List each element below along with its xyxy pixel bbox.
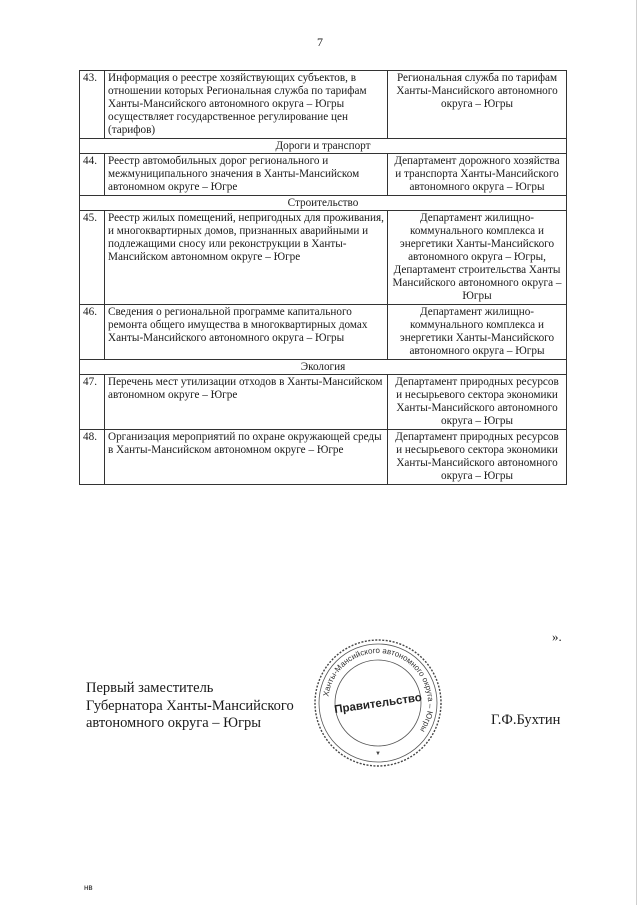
row-number: 43. [80,71,105,139]
registry-table [79,70,567,485]
row-number: 46. [80,305,105,360]
section-header-row [80,360,567,375]
signer-name: Г.Ф.Бухтин [491,712,561,728]
seal-bottom-mark: ▼ [375,751,381,757]
row-resource-name: Перечень мест утилизации отходов в Ханты-Мансийском автономном округе – Югре [105,375,388,430]
section-header-row [80,139,567,154]
row-resource-name: Реестр жилых помещений, непригодных для проживания, и многоквартирных домов, признанных аварийными и подлежащими сносу или реконструкции в Ханты-Мансийском автономном округе – Югре [105,211,388,305]
registry-table-body [80,71,567,485]
registry-row [80,430,567,485]
section-header-row [80,196,567,211]
row-number: 47. [80,375,105,430]
row-resource-name: Сведения о региональной программе капитального ремонта общего имущества в многоквартирных домах Ханты-Мансийского автономного округа – Югры [105,305,388,360]
row-responsible-body: Департамент жилищно-коммунального комплекса и энергетики Ханты-Мансийского автономного округа – Югры, Департамент строительства Ханты Мансийского автономного округа – Югры [388,211,567,305]
registry-row [80,71,567,139]
registry-row [80,375,567,430]
registry-row [80,154,567,196]
section-header-label: Строительство [80,196,567,211]
footer-mark: нв [84,883,93,892]
section-header-label: Экология [80,360,567,375]
row-responsible-body: Департамент природных ресурсов и несырьевого сектора экономики Ханты-Мансийского автономного округа – Югры [388,430,567,485]
official-seal [313,638,443,768]
row-responsible-body: Департамент дорожного хозяйства и транспорта Ханты-Мансийского автономного округа – Югры [388,154,567,196]
closing-quote: ». [552,629,562,644]
row-number: 45. [80,211,105,305]
row-number: 44. [80,154,105,196]
registry-row [80,305,567,360]
row-resource-name: Реестр автомобильных дорог регионального и межмуниципального значения в Ханты-Мансийском автономном округе – Югре [105,154,388,196]
row-resource-name: Информация о реестре хозяйствующих субъектов, в отношении которых Региональная служба по тарифам Ханты-Мансийского автономного округа – Югры осуществляет государственное регулирование цен (тарифов) [105,71,388,139]
signer-title-line-2: Губернатора Ханты-Мансийского [86,697,294,714]
scan-edge-line [636,0,637,905]
signer-title [86,680,294,733]
row-responsible-body: Региональная служба по тарифам Ханты-Мансийского автономного округа – Югры [388,71,567,139]
registry-row [80,211,567,305]
signer-title-line-3: автономного округа – Югры [86,715,262,731]
signer-title-line-1: Первый заместитель [86,680,214,696]
page-number: 7 [317,35,323,49]
seal-ring-text: Ханты-Мансийского автономного округа – Югры [321,645,436,734]
row-number: 48. [80,430,105,485]
row-responsible-body: Департамент природных ресурсов и несырьевого сектора экономики Ханты-Мансийского автономного округа – Югры [388,375,567,430]
row-responsible-body: Департамент жилищно-коммунального комплекса и энергетики Ханты-Мансийского автономного округа – Югры [388,305,567,360]
row-resource-name: Организация мероприятий по охране окружающей среды в Ханты-Мансийском автономном округе – Югре [105,430,388,485]
section-header-label: Дороги и транспорт [80,139,567,154]
seal-center-text: Правительство [333,691,423,717]
